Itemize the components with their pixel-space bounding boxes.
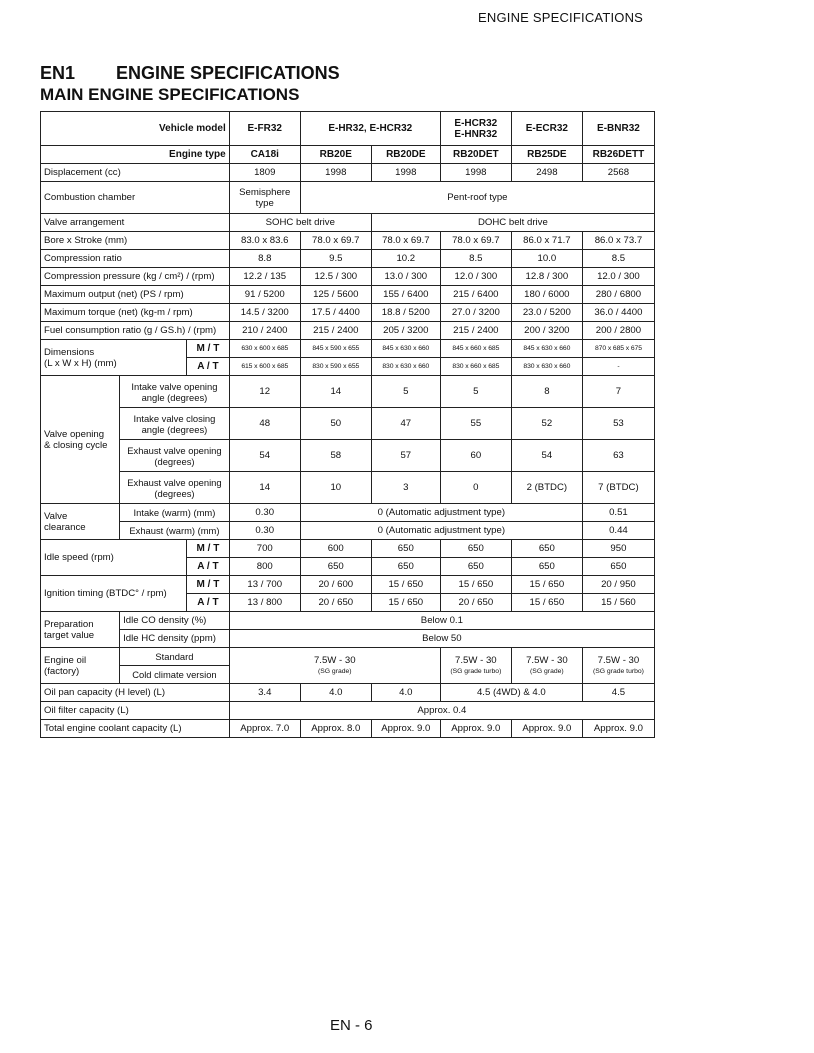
dimensions-label (41, 340, 187, 376)
cell: 54 (511, 440, 582, 472)
cell: 12.5 / 300 (300, 268, 371, 286)
max-torque-row (41, 304, 655, 322)
cell: 1998 (371, 164, 440, 182)
cell: 650 (511, 558, 582, 576)
valve-cycle-row (41, 472, 655, 504)
cell: 5 (371, 376, 440, 408)
sub-label: Exhaust (warm) (mm) (120, 522, 230, 540)
engine-type: RB25DE (511, 146, 582, 164)
cell: 91 / 5200 (229, 286, 300, 304)
cell-line: 7.5W - 30 (526, 654, 568, 666)
at-label: A / T (187, 594, 230, 612)
cell: 15 / 650 (511, 576, 582, 594)
idle-speed-label: Idle speed (rpm) (41, 540, 187, 576)
dimensions-mt-row (41, 340, 655, 358)
cell: 55 (440, 408, 511, 440)
cell: 57 (371, 440, 440, 472)
cell-note: (SG grade) (317, 667, 352, 675)
cell: 125 / 5600 (300, 286, 371, 304)
sub-label: Idle CO density (%) (120, 612, 230, 630)
cell-span: Approx. 0.4 (229, 702, 654, 720)
cell: 12 (229, 376, 300, 408)
label-line: Exhaust valve opening (127, 444, 222, 456)
cell: 0.44 (582, 522, 654, 540)
compression-pressure-row (41, 268, 655, 286)
sub-label: Cold climate version (120, 666, 230, 684)
cell: 15 / 650 (371, 594, 440, 612)
bore-stroke-row (41, 232, 655, 250)
cell: 845 x 590 x 655 (300, 340, 371, 358)
cell: 12.2 / 135 (229, 268, 300, 286)
valve-arrangement-row (41, 214, 655, 232)
cell-note: (SG grade) (530, 667, 564, 675)
cell: Approx. 8.0 (300, 720, 371, 738)
cell: 9.5 (300, 250, 371, 268)
cell: 10 (300, 472, 371, 504)
sub-label (120, 440, 230, 472)
label-line: & closing cycle (44, 439, 108, 451)
at-label: A / T (187, 358, 230, 376)
cell-line: 7.5W - 30 (597, 654, 640, 666)
cell: 650 (511, 540, 582, 558)
cell-span: 4.5 (4WD) & 4.0 (440, 684, 582, 702)
oil-filter-row (41, 702, 655, 720)
row-label: Combustion chamber (41, 182, 230, 214)
cell: 83.0 x 83.6 (229, 232, 300, 250)
label-line: target value (44, 629, 95, 641)
cell-span: SOHC belt drive (229, 214, 371, 232)
cell: 8.5 (582, 250, 654, 268)
cell: 54 (229, 440, 300, 472)
cell: 52 (511, 408, 582, 440)
cell: 1998 (300, 164, 371, 182)
ignition-timing-mt-row (41, 576, 655, 594)
engine-type-label: Engine type (41, 146, 230, 164)
cell: 155 / 6400 (371, 286, 440, 304)
cell-span: 0 (Automatic adjustment type) (300, 522, 582, 540)
cell: 27.0 / 3200 (440, 304, 511, 322)
model-ehr32-ehcr32: E-HR32, E-HCR32 (300, 112, 440, 146)
cell: 830 x 630 x 660 (371, 358, 440, 376)
cell: 615 x 600 x 685 (229, 358, 300, 376)
cell: 13 / 800 (229, 594, 300, 612)
valve-cycle-row (41, 408, 655, 440)
valve-clearance-exhaust-row (41, 522, 655, 540)
row-label: Bore x Stroke (mm) (41, 232, 230, 250)
cell-line: 7.5W - 30 (313, 654, 356, 666)
cell-line: Semisphere (239, 186, 291, 198)
cell: 4.0 (371, 684, 440, 702)
row-label: Fuel consumption ratio (g / GS.h) / (rpm) (41, 322, 230, 340)
cell-line: type (255, 197, 274, 209)
cell-span (229, 648, 440, 684)
cell: 50 (300, 408, 371, 440)
label-line: Intake valve opening (131, 380, 218, 392)
cell: 215 / 2400 (440, 322, 511, 340)
cell: 1809 (229, 164, 300, 182)
cell: Approx. 7.0 (229, 720, 300, 738)
vehicle-model-label: Vehicle model (41, 112, 230, 146)
section-code: EN1 (40, 63, 76, 83)
cell: 23.0 / 5200 (511, 304, 582, 322)
combustion-chamber-row (41, 182, 655, 214)
label-line: angle (degrees) (141, 391, 208, 403)
label-line: (factory) (44, 665, 80, 677)
cell: 205 / 3200 (371, 322, 440, 340)
idle-speed-mt-row (41, 540, 655, 558)
label-line: clearance (44, 521, 86, 533)
cell: 18.8 / 5200 (371, 304, 440, 322)
valve-cycle-label (41, 376, 120, 504)
cell: Approx. 9.0 (511, 720, 582, 738)
at-label: A / T (187, 558, 230, 576)
valve-clearance-intake-row (41, 504, 655, 522)
cell: 15 / 650 (440, 576, 511, 594)
engine-type: CA18i (229, 146, 300, 164)
sub-label (120, 376, 230, 408)
label-line: Valve (44, 510, 68, 522)
oil-pan-row (41, 684, 655, 702)
vehicle-model-row (41, 112, 655, 146)
mt-label: M / T (187, 540, 230, 558)
row-label: Oil filter capacity (L) (41, 702, 230, 720)
cell-span: Below 0.1 (229, 612, 654, 630)
label-line: (L x W x H) (mm) (44, 357, 117, 369)
cell: 650 (371, 558, 440, 576)
label-line: angle (degrees) (141, 423, 208, 435)
cell: 950 (582, 540, 654, 558)
ignition-timing-label: Ignition timing (BTDC° / rpm) (41, 576, 187, 612)
label-line: Intake valve closing (133, 412, 216, 424)
engine-oil-standard-row (41, 648, 655, 666)
row-label: Maximum torque (net) (kg-m / rpm) (41, 304, 230, 322)
cell: 8 (511, 376, 582, 408)
page-number: EN - 6 (330, 1017, 373, 1034)
cell (229, 182, 300, 214)
engine-spec-table (40, 111, 655, 738)
cell: 200 / 3200 (511, 322, 582, 340)
cell: 8.8 (229, 250, 300, 268)
fuel-consumption-row (41, 322, 655, 340)
model-ebnr32: E-BNR32 (582, 112, 654, 146)
cell: 3.4 (229, 684, 300, 702)
cell: 36.0 / 4400 (582, 304, 654, 322)
cell: 12.8 / 300 (511, 268, 582, 286)
cell: 800 (229, 558, 300, 576)
cell: 13 / 700 (229, 576, 300, 594)
engine-type-row (41, 146, 655, 164)
cell: 650 (582, 558, 654, 576)
mt-label: M / T (187, 576, 230, 594)
row-label: Maximum output (net) (PS / rpm) (41, 286, 230, 304)
running-header: ENGINE SPECIFICATIONS (478, 10, 644, 25)
cell: 700 (229, 540, 300, 558)
row-label: Total engine coolant capacity (L) (41, 720, 230, 738)
cell: 200 / 2800 (582, 322, 654, 340)
cell: 14.5 / 3200 (229, 304, 300, 322)
model-efr32: E-FR32 (229, 112, 300, 146)
displacement-row (41, 164, 655, 182)
cell-line: 7.5W - 30 (455, 654, 497, 666)
engine-type: RB20E (300, 146, 371, 164)
cell: 4.0 (300, 684, 371, 702)
cell-span: DOHC belt drive (371, 214, 654, 232)
cell: 845 x 660 x 685 (440, 340, 511, 358)
cell: 4.5 (582, 684, 654, 702)
engine-type: RB20DET (440, 146, 511, 164)
section-title (40, 62, 340, 84)
cell: 2568 (582, 164, 654, 182)
cell: 845 x 630 x 660 (371, 340, 440, 358)
cell: 0.30 (229, 522, 300, 540)
cell: 15 / 650 (371, 576, 440, 594)
cell: 17.5 / 4400 (300, 304, 371, 322)
cell: 14 (300, 376, 371, 408)
cell: 215 / 6400 (440, 286, 511, 304)
cell (511, 648, 582, 684)
cell: 650 (440, 540, 511, 558)
cell: 650 (300, 558, 371, 576)
label-line: Dimensions (44, 346, 95, 358)
cell: 86.0 x 71.7 (511, 232, 582, 250)
engine-type: RB20DE (371, 146, 440, 164)
cell (582, 648, 654, 684)
cell: 20 / 950 (582, 576, 654, 594)
cell: 15 / 650 (511, 594, 582, 612)
cell: 12.0 / 300 (440, 268, 511, 286)
engine-oil-label (41, 648, 120, 684)
valve-clearance-label (41, 504, 120, 540)
cell: 14 (229, 472, 300, 504)
model-ehcr32-ehnr32 (440, 112, 511, 146)
cell: 2498 (511, 164, 582, 182)
label-line: Engine oil (44, 654, 87, 666)
preparation-hc-row (41, 630, 655, 648)
compression-ratio-row (41, 250, 655, 268)
cell: 830 x 630 x 660 (511, 358, 582, 376)
sub-label: Intake (warm) (mm) (120, 504, 230, 522)
valve-cycle-row (41, 440, 655, 472)
coolant-row (41, 720, 655, 738)
cell: 830 x 660 x 685 (440, 358, 511, 376)
cell: 650 (440, 558, 511, 576)
valve-cycle-row (41, 376, 655, 408)
sub-label: Idle HC density (ppm) (120, 630, 230, 648)
cell: 3 (371, 472, 440, 504)
label-line: (degrees) (154, 455, 195, 467)
max-output-row (41, 286, 655, 304)
cell: 13.0 / 300 (371, 268, 440, 286)
cell: 7 (BTDC) (582, 472, 654, 504)
cell: 845 x 630 x 660 (511, 340, 582, 358)
model-ehcr32: E-HCR32 (454, 117, 498, 129)
cell: 210 / 2400 (229, 322, 300, 340)
cell: 48 (229, 408, 300, 440)
row-label: Displacement (cc) (41, 164, 230, 182)
cell-span: Pent-roof type (300, 182, 654, 214)
sub-label: Standard (120, 648, 230, 666)
cell: 830 x 590 x 655 (300, 358, 371, 376)
cell: 0 (440, 472, 511, 504)
cell: 12.0 / 300 (582, 268, 654, 286)
cell: 15 / 560 (582, 594, 654, 612)
title-block (40, 62, 340, 105)
cell: 58 (300, 440, 371, 472)
cell: 180 / 6000 (511, 286, 582, 304)
cell: 630 x 600 x 685 (229, 340, 300, 358)
cell-span: Below 50 (229, 630, 654, 648)
row-label: Oil pan capacity (H level) (L) (41, 684, 230, 702)
cell: 280 / 6800 (582, 286, 654, 304)
section-title-text: ENGINE SPECIFICATIONS (116, 63, 340, 83)
cell: Approx. 9.0 (582, 720, 654, 738)
cell: 650 (371, 540, 440, 558)
cell: 78.0 x 69.7 (300, 232, 371, 250)
cell: 78.0 x 69.7 (371, 232, 440, 250)
cell-note: (SG grade turbo) (450, 667, 502, 675)
label-line: Exhaust valve opening (127, 476, 222, 488)
mt-label: M / T (187, 340, 230, 358)
cell: 10.2 (371, 250, 440, 268)
cell-span: 0 (Automatic adjustment type) (300, 504, 582, 522)
cell: 0.51 (582, 504, 654, 522)
engine-type: RB26DETT (582, 146, 654, 164)
cell: 63 (582, 440, 654, 472)
cell: 2 (BTDC) (511, 472, 582, 504)
row-label: Compression pressure (kg / cm²) / (rpm) (41, 268, 230, 286)
cell: 86.0 x 73.7 (582, 232, 654, 250)
sub-label (120, 408, 230, 440)
cell: 47 (371, 408, 440, 440)
preparation-label (41, 612, 120, 648)
cell: 20 / 600 (300, 576, 371, 594)
model-eecr32: E-ECR32 (511, 112, 582, 146)
label-line: (degrees) (154, 487, 195, 499)
cell: 20 / 650 (440, 594, 511, 612)
cell: 0.30 (229, 504, 300, 522)
row-label: Compression ratio (41, 250, 230, 268)
cell: 53 (582, 408, 654, 440)
label-line: Valve opening (44, 428, 105, 440)
cell: 20 / 650 (300, 594, 371, 612)
cell: 7 (582, 376, 654, 408)
cell: 8.5 (440, 250, 511, 268)
cell: 10.0 (511, 250, 582, 268)
subtitle: MAIN ENGINE SPECIFICATIONS (40, 85, 300, 104)
cell: Approx. 9.0 (440, 720, 511, 738)
cell: 78.0 x 69.7 (440, 232, 511, 250)
cell: 60 (440, 440, 511, 472)
cell: 600 (300, 540, 371, 558)
preparation-co-row (41, 612, 655, 630)
cell: 215 / 2400 (300, 322, 371, 340)
label-line: Preparation (44, 618, 94, 630)
cell (440, 648, 511, 684)
cell: - (582, 358, 654, 376)
sub-label (120, 472, 230, 504)
model-ehnr32: E-HNR32 (454, 128, 498, 140)
cell-note: (SG grade turbo) (592, 667, 644, 675)
cell: 870 x 685 x 675 (582, 340, 654, 358)
row-label: Valve arrangement (41, 214, 230, 232)
cell: 1998 (440, 164, 511, 182)
cell: Approx. 9.0 (371, 720, 440, 738)
cell: 5 (440, 376, 511, 408)
